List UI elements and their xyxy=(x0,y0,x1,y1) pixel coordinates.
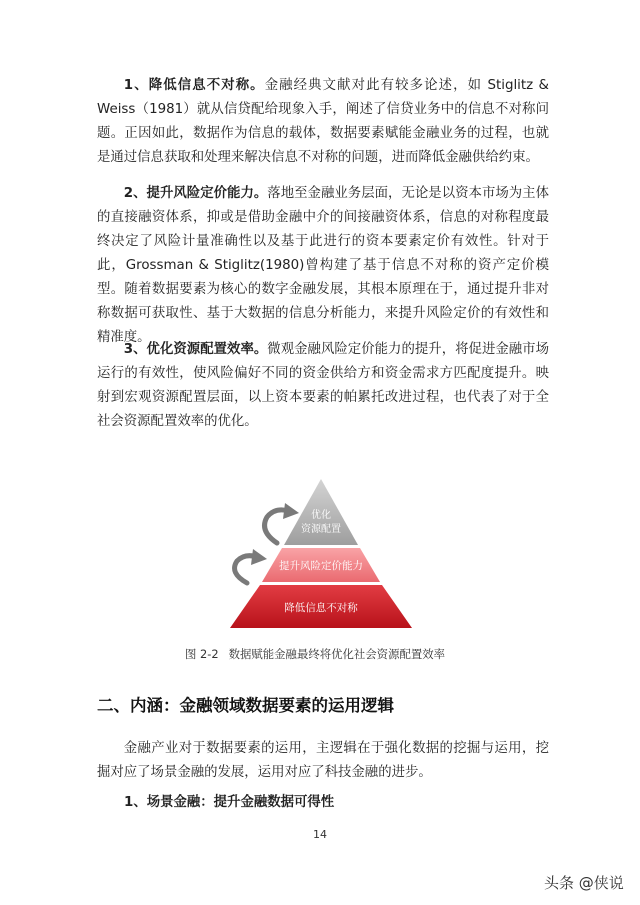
subheading: 1、场景金融：提升金融数据可得性 xyxy=(124,795,335,810)
section-paragraph: 金融产业对于数据要素的运用，主逻辑在于强化数据的挖掘与运用，挖掘对应了场景金融的发展，运用对应了科技金融的进步。 xyxy=(97,741,549,780)
paragraph-lead: 2、提升风险定价能力。 xyxy=(123,186,268,201)
watermark: 头条 @侠说 xyxy=(544,874,624,892)
figure-caption xyxy=(0,646,640,662)
paragraph-lead: 1、降低信息不对称。 xyxy=(123,78,265,93)
figure-caption-text: 数据赋能金融最终将优化社会资源配置效率 xyxy=(228,647,446,661)
figure-number: 图 2-2 xyxy=(184,647,219,661)
section-heading: 二、内涵：金融领域数据要素的运用逻辑 xyxy=(97,696,394,715)
curved-arrow-icon xyxy=(235,549,267,583)
paragraph-reduce-info-asymmetry xyxy=(97,74,549,170)
paragraph-resource-allocation xyxy=(97,338,549,434)
paragraph-body: 金融经典文献对此有较多论述，如 Stiglitz & Weiss（1981）就从信贷配给现象入手，阐述了信贷业务中的信息不对称问题。正因如此，数据作为信息的载体，数据要素赋能金融业务的过程，也就是通过信息获取和处理来解决信息不对称的问题，进而降低金融供给约束。 xyxy=(97,78,549,165)
page-number: 14 xyxy=(313,828,327,841)
pyramid-top-label-line1: 优化 xyxy=(311,510,331,521)
pyramid-top-label-line2: 资源配置 xyxy=(301,524,341,535)
paragraph-risk-pricing xyxy=(97,182,549,350)
paragraph-body: 落地至金融业务层面，无论是以资本市场为主体的直接融资体系，抑或是借助金融中介的间接融资体系，信息的对称程度最终决定了风险计量准确性以及基于此进行的资本要素定价有效性。针对于此，Grossman & Stiglitz(1980)曾构建了基于信息不对称的资产定价模型。随着数据要素为核心的数字金融发展，其根本原理在于，通过提升非对称数据可获取性、基于大数据的信息分析能力，来提升风险定价的有效性和精准度。 xyxy=(97,186,549,345)
paragraph-body: 微观金融风险定价能力的提升，将促进金融市场运行的有效性，使风险偏好不同的资金供给方和资金需求方匹配度提升。映射到宏观资源配置层面，以上资本要素的帕累托改进过程，也代表了对于全社会资源配置效率的优化。 xyxy=(97,342,549,429)
pyramid-diagram xyxy=(215,473,427,633)
paragraph-lead: 3、优化资源配置效率。 xyxy=(123,342,268,357)
pyramid-bottom-label: 降低信息不对称 xyxy=(284,602,358,614)
pyramid-middle-label: 提升风险定价能力 xyxy=(279,560,363,572)
